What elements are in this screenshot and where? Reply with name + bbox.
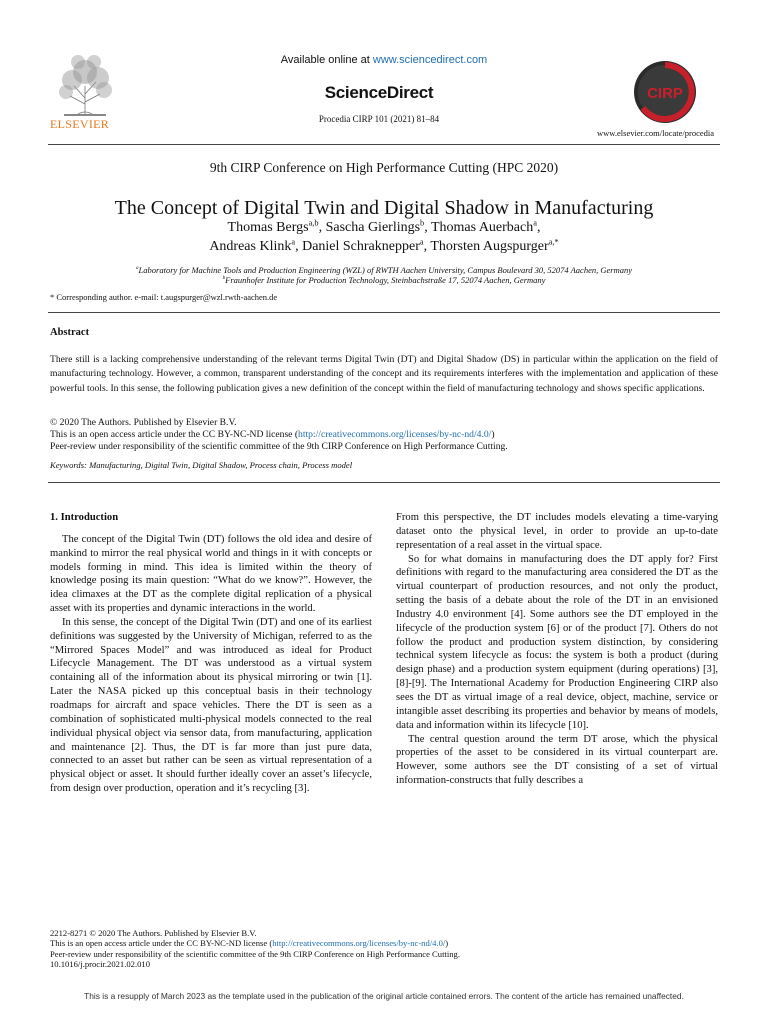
journal-reference: Procedia CIRP 101 (2021) 81–84 (318, 114, 440, 124)
conference-name: 9th CIRP Conference on High Performance Cutting (HPC 2020) (209, 160, 559, 175)
issn-line: 2212-8271 © 2020 The Authors. Published by Elsevier B.V. (50, 928, 257, 938)
body-paragraph: So for what domains in manufacturing does the DT apply for? First definitions with regard to the manufacturing area considered the DT as the virtual counterpart of production resources, and not only the product, setting the basis of a debate about the role of the DT in an envisioned Industry 4.0 environment [4]. Some authors see the DT employed in the lifecycle of the production system [6] or of the product [7]. Others do not follow the product and production system distinction, by considering technical system lifecycle as focus: the system is both a product (during design phase) and a production system equipment (during operations) [3], [8]-[9]. The International Academy for Production Engineering CIRP also sees the DT as virtual image of a real device, object, machine, service or intangible asset describing its properties and behavior by means of models, data and information within its lifecycle [10]. (396, 553, 718, 731)
resupply-notice: This is a resupply of March 2023 as the template used in the publication of the original article contained errors. The content of the article has remained unaffected. (84, 991, 684, 1001)
author-name: Thomas Auerbach (430, 220, 534, 235)
author-name: Andreas Klink (209, 239, 292, 254)
available-online: Available online at www.sciencedirect.com (280, 54, 488, 66)
body-paragraph: The central question around the term DT arose, which the physical properties of the asset to be considered in its virtual counterpart are. However, some authors see the DT consisting of a set of virtual information-constructs that fully describes a (396, 733, 718, 787)
license-line: This is an open access article under the CC BY-NC-ND license (http://creativecommons.org/licenses/by-nc-nd/4.0/) (50, 429, 495, 440)
footer-license-line: This is an open access article under the CC BY-NC-ND license (http://creativecommons.org/licenses/by-nc-nd/4.0/) (50, 938, 449, 949)
author-name: Thomas Bergs (227, 220, 309, 235)
corresponding-author: * Corresponding author. e-mail: t.augspurger@wzl.rwth-aachen.de (50, 292, 278, 302)
body-paragraph: From this perspective, the DT includes models elevating a time-varying dataset onto the physical level, in order to provide an up-to-date representation of a real asset in the virtual space. (396, 512, 718, 551)
body-paragraph: The concept of the Digital Twin (DT) follows the old idea and desire of mankind to mirror the real physical world and things in it with concepts or models forming in mind. This idea is limited within the theory of knowledge posing its main question: “What do we know?”. However, the idea climaxes at the DT as the complete digital replication of a physical asset with its properties and dynamic interactions in the world. (50, 533, 372, 615)
footer-license-link[interactable]: http://creativecommons.org/licenses/by-nc-nd/4.0/ (272, 938, 446, 949)
license-link[interactable]: http://creativecommons.org/licenses/by-nc-nd/4.0/ (298, 429, 492, 440)
header-rule (48, 144, 720, 145)
keywords: Keywords: Manufacturing, Digital Twin, Digital Shadow, Process chain, Process model (50, 460, 353, 470)
elsevier-wordmark: ELSEVIER (50, 117, 110, 131)
abstract-rule (48, 482, 720, 483)
copyright-line: © 2020 The Authors. Published by Elsevier B.V. (50, 417, 237, 428)
abstract-license-block (50, 417, 718, 453)
author-name: Thorsten Augspurger (430, 239, 549, 254)
cirp-logo (633, 60, 697, 124)
body-paragraph: In this sense, the concept of the Digital Twin (DT) and one of its earliest definitions was suggested by the University of Michigan, referred to as the “Mirrored Spaces Model” and was introduced as ideal for Product Lifecycle Management. The DT was understood as a virtual system containing all of the information about its physical mirroring or twin [1]. Later the NASA picked up this conceptual basis in their technology roadmaps for aircraft and space vehicles. There the DT is seen as a combination of sophisticated multi-physical models connected to the real individual physical object via sensor data, from manufacturing, application and maintenance [2]. Thus, the DT is far more than just pure data, connected to an asset but rather can be seen as virtual representation of a physical object or asset. It should further ideally cover an asset’s lifecycle, from design over production, operation and it’s recycling [3]. (50, 616, 372, 795)
footer-block (50, 928, 718, 970)
left-column (50, 511, 372, 796)
affiliation-a: $^a$Laboratory for Machine Tools and Production Engineering (WZL) of RWTH Aachen University, Campus Boulevard 30, 52074 Aachen, Germany (136, 265, 632, 275)
affiliation-b: $^b$Fraunhofer Institute for Production Technology, Steinbachstraße 17, 52074 Aachen, Germany (222, 275, 546, 285)
paper-title: The Concept of Digital Twin and Digital Shadow in Manufacturing (114, 197, 654, 219)
authors-line-2: Andreas Klink$^a$, Daniel Schraknepper$^a$, Thorsten Augspurger$^{a,*}$ (209, 237, 559, 254)
section-heading: 1. Introduction (50, 512, 119, 523)
doi[interactable]: 10.1016/j.procir.2021.02.010 (50, 959, 151, 970)
author-affiliation: a (419, 237, 424, 247)
cirp-logo-text: CIRP (647, 85, 683, 102)
author-affiliation: a (533, 218, 537, 228)
peer-review-line: Peer-review under responsibility of the scientific committee of the 9th CIRP Conference on High Performance Cutting. (50, 441, 508, 452)
sciencedirect-brand: ScienceDirect (324, 83, 434, 102)
sciencedirect-link[interactable]: www.sciencedirect.com (372, 54, 488, 66)
author-name: Daniel Schraknepper (302, 239, 420, 254)
title-rule (48, 312, 720, 313)
abstract-heading: Abstract (50, 327, 90, 338)
author-affiliation: a,* (548, 237, 559, 247)
author-affiliation: b (420, 218, 425, 228)
author-affiliation: a (291, 237, 296, 247)
journal-url[interactable]: www.elsevier.com/locate/procedia (597, 128, 714, 138)
right-column (396, 511, 718, 788)
abstract-text: There still is a lacking comprehensive understanding of the relevant terms Digital Twin (DT) and Digital Shadow (DS) in particular within the application on the field of manufacturing technology. However, a common, transparent understanding of the concept and its requirements interferes with the implementation and application of these powerful tools. In this sense, the following publication gives a new definition of the concept within the field of manufacturing technology and shows specific applications. (50, 354, 718, 394)
authors-line-1: Thomas Bergs$^{a,b}$, Sascha Gierlings$^b$, Thomas Auerbach$^a$, (227, 218, 541, 235)
author-affiliation: a,b (308, 218, 319, 228)
footer-peer-review: Peer-review under responsibility of the scientific committee of the 9th CIRP Conference on High Performance Cutting. (50, 948, 460, 959)
author-name: Sascha Gierlings (325, 220, 421, 235)
